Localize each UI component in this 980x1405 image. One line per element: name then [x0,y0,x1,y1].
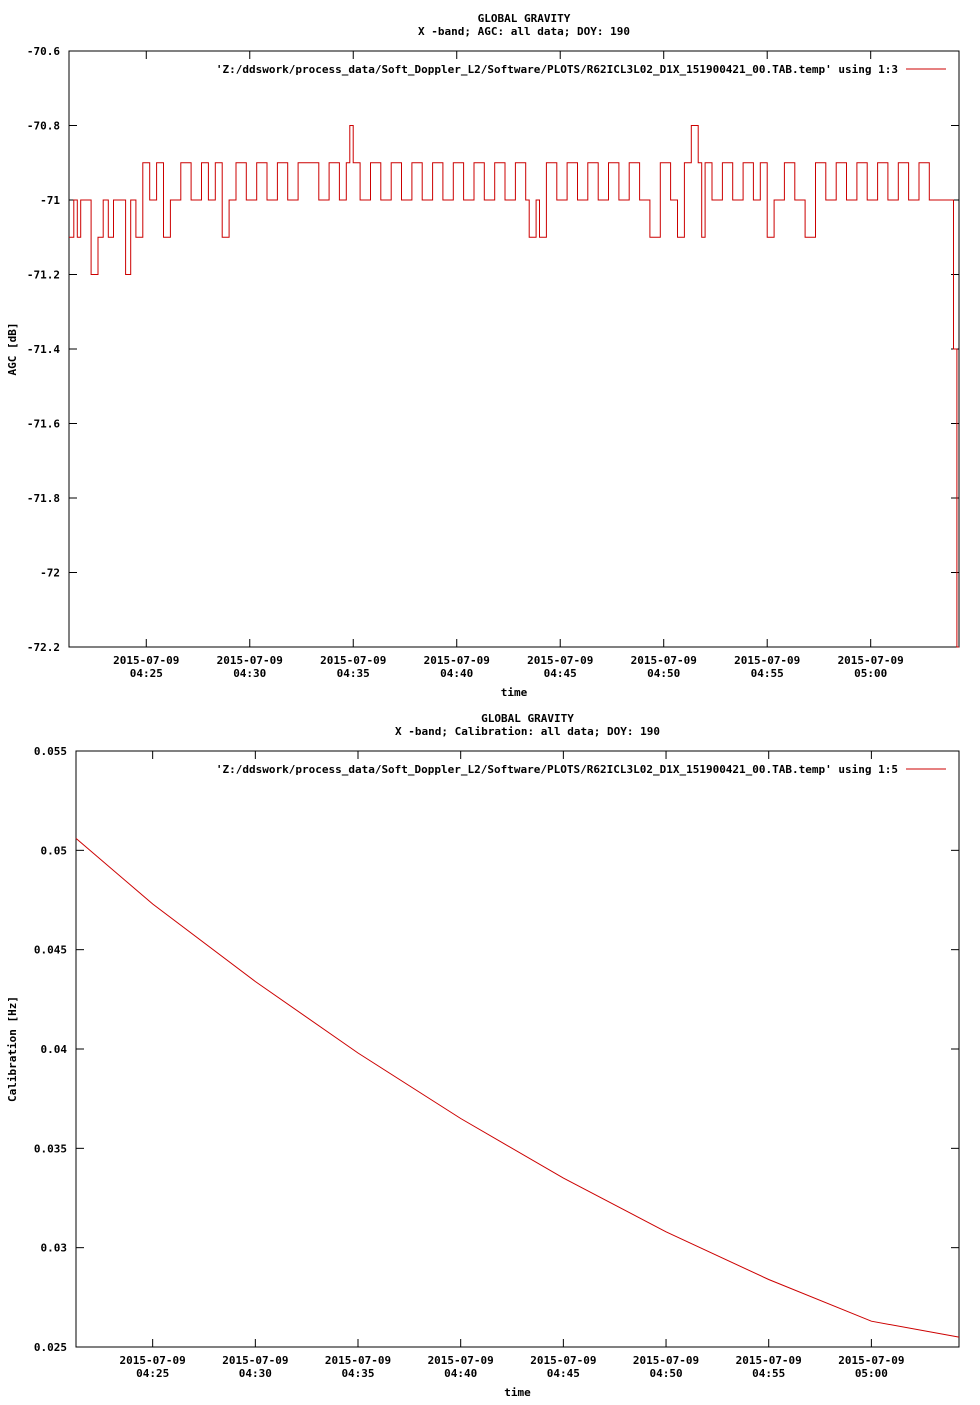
x-tick-time-label: 05:00 [854,667,888,680]
y-tick-label: -71 [40,194,60,207]
legend-entry: 'Z:/ddswork/process_data/Soft_Doppler_L2/Software/PLOTS/R62ICL3L02_D1X_151900421_00.TAB.temp' using 1:5 [215,763,898,776]
x-tick-date-label: 2015-07-09 [630,654,697,667]
y-tick-label: 0.055 [33,745,67,758]
x-tick-time-label: 05:00 [854,1367,888,1380]
plot-frame [76,751,959,1347]
agc-chart [6,12,959,699]
y-tick-label: 0.035 [33,1142,67,1156]
chart-subtitle: X -band; Calibration: all data; DOY: 190 [395,725,660,738]
x-tick-date-label: 2015-07-09 [320,654,387,667]
y-tick-label: -71.2 [26,268,60,282]
x-tick-date-label: 2015-07-09 [735,1354,802,1367]
y-tick-label: 0.04 [40,1043,67,1056]
x-tick-date-label: 2015-07-09 [527,654,594,667]
y-tick-label: 0.045 [33,943,67,957]
x-axis-label: time [504,1386,531,1399]
y-tick-label: 0.05 [40,844,67,858]
x-tick-time-label: 04:50 [647,667,681,680]
series-line [76,838,959,1337]
x-tick-time-label: 04:25 [136,1367,170,1380]
x-tick-time-label: 04:50 [649,1367,683,1380]
x-tick-time-label: 04:40 [444,1367,478,1380]
y-tick-label: -70.6 [26,45,60,58]
x-tick-time-label: 04:30 [238,1367,272,1380]
legend-entry: 'Z:/ddswork/process_data/Soft_Doppler_L2/Software/PLOTS/R62ICL3L02_D1X_151900421_00.TAB.temp' using 1:3 [215,63,898,76]
x-tick-date-label: 2015-07-09 [530,1354,597,1367]
x-tick-date-label: 2015-07-09 [837,654,904,667]
y-tick-label: 0.025 [33,1341,67,1354]
y-tick-label: -71.8 [26,492,60,505]
x-tick-time-label: 04:35 [341,1367,375,1380]
x-tick-date-label: 2015-07-09 [113,654,180,667]
y-tick-label: -70.8 [26,119,60,133]
y-axis-label: AGC [dB] [6,322,19,376]
x-tick-time-label: 04:25 [129,667,163,680]
x-axis-label: time [500,686,528,699]
chart-title: GLOBAL GRAVITY [477,12,571,25]
x-tick-date-label: 2015-07-09 [423,654,490,667]
y-tick-label: -72 [40,566,60,580]
x-tick-date-label: 2015-07-09 [119,1354,186,1367]
series-line [69,126,959,648]
x-tick-time-label: 04:45 [546,1367,580,1380]
chart-title: GLOBAL GRAVITY [481,712,574,725]
x-tick-date-label: 2015-07-09 [324,1354,392,1367]
calibration-chart [6,712,959,1399]
chart-subtitle: X -band; AGC: all data; DOY: 190 [418,25,630,38]
x-tick-date-label: 2015-07-09 [222,1354,289,1367]
x-tick-time-label: 04:55 [750,667,784,680]
x-tick-time-label: 04:35 [336,667,370,680]
x-tick-date-label: 2015-07-09 [632,1354,700,1367]
x-tick-time-label: 04:55 [752,1367,786,1380]
y-axis-label: Calibration [Hz] [6,996,19,1102]
y-tick-label: -72.2 [26,641,60,654]
x-tick-date-label: 2015-07-09 [838,1354,905,1367]
x-tick-date-label: 2015-07-09 [216,654,283,667]
y-tick-label: -71.6 [26,417,60,431]
y-tick-label: 0.03 [40,1241,67,1255]
x-tick-time-label: 04:40 [440,667,474,680]
x-tick-time-label: 04:30 [233,667,267,680]
x-tick-date-label: 2015-07-09 [734,654,801,667]
x-tick-date-label: 2015-07-09 [427,1354,494,1367]
x-tick-time-label: 04:45 [543,667,577,680]
y-tick-label: -71.4 [26,343,60,356]
plot-frame [69,51,959,647]
